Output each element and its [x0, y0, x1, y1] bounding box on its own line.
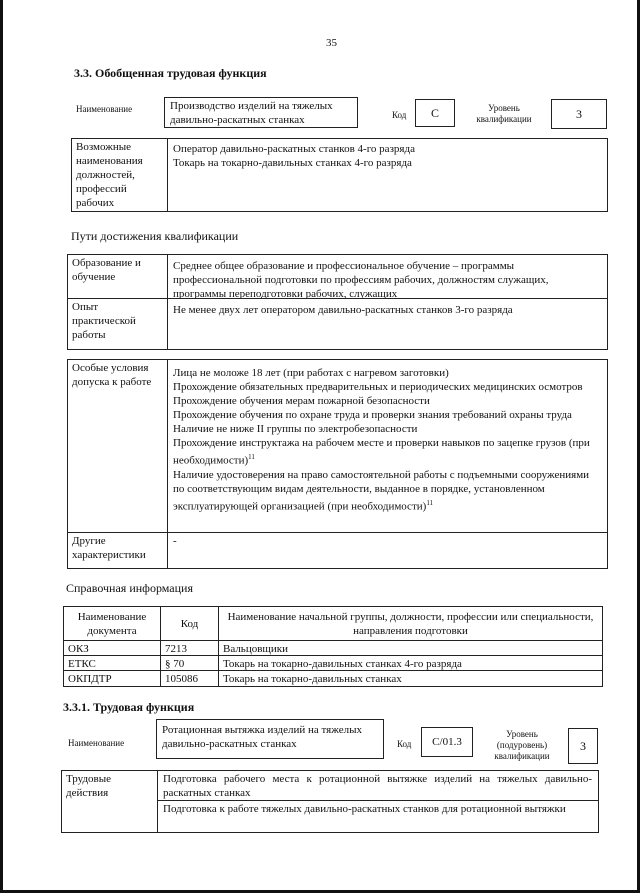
- ref-doc-cell: ОКПДТР: [64, 671, 161, 686]
- reference-info-heading: Справочная информация: [66, 581, 193, 595]
- ref-code-cell: 7213: [161, 641, 219, 656]
- position-item: Оператор давильно-раскатных станков 4-го разряда: [173, 143, 415, 155]
- gtf-level-box: 3: [551, 99, 607, 129]
- condition-item: Наличие удостоверения на право самостоятельной работы с подъемными сооружениями по соответствующим видам деятельности, выданное в порядке, установленном эксплуатирующей организацией (при необходимости): [173, 468, 590, 513]
- tf-code-box: C/01.3: [421, 727, 473, 757]
- footnote-mark: 11: [248, 453, 255, 461]
- qualification-paths-heading: Пути достижения квалификации: [71, 229, 239, 243]
- scan-edge-left: [0, 0, 3, 893]
- condition-item: Прохождение обязательных предварительных и периодических медицинских осмотров: [173, 381, 583, 393]
- ref-code-cell: 105086: [161, 671, 219, 686]
- ref-col-header: Наименование начальной группы, должности, профессии или специальности, направления подготовки: [219, 607, 602, 641]
- reference-info-table: [63, 606, 603, 687]
- positions-label: Возможные наименования должностей, профессий рабочих: [72, 139, 168, 211]
- tf-level-box: 3: [568, 728, 598, 764]
- ref-name-cell: Токарь на токарно-давильных станках 4-го разряда: [219, 656, 602, 671]
- special-conditions-list: [168, 360, 607, 533]
- level-label: Уровень квалификации: [476, 103, 532, 124]
- other-characteristics-label: Другие характеристики: [68, 533, 168, 568]
- labor-action-item: Подготовка к работе тяжелых давильно-раскатных станков для ротационной вытяжки: [163, 803, 566, 815]
- tf-code-label: Код: [397, 739, 412, 749]
- positions-list: [168, 141, 607, 211]
- other-characteristics-value: -: [173, 535, 177, 547]
- page-number: 35: [326, 37, 337, 49]
- ref-doc-cell: ОКЗ: [64, 641, 161, 656]
- labor-actions-label: Трудовые действия: [62, 771, 158, 832]
- condition-item-with-footnote: [173, 468, 601, 514]
- labor-actions-table: [61, 770, 599, 833]
- condition-item: Прохождение обучения мерам пожарной безопасности: [173, 395, 430, 407]
- experience-label: Опыт практической работы: [68, 299, 168, 349]
- gtf-code-box: C: [415, 99, 455, 127]
- labor-action-item: Подготовка рабочего места к ротационной вытяжке изделий на тяжелых давильно-раскатных станках: [158, 771, 598, 801]
- positions-table: [71, 138, 608, 212]
- position-item: Токарь на токарно-давильных станках 4-го разряда: [173, 157, 412, 169]
- experience-value: Не менее двух лет оператором давильно-раскатных станков 3-го разряда: [173, 304, 513, 316]
- special-conditions-label: Особые условия допуска к работе: [68, 360, 168, 533]
- section-heading-3-3: 3.3. Обобщенная трудовая функция: [74, 66, 267, 80]
- ref-name-cell: Вальцовщики: [219, 641, 602, 656]
- condition-item-with-footnote: [173, 436, 601, 468]
- tf-name-box: Ротационная вытяжка изделий на тяжелых давильно-раскатных станках: [156, 719, 384, 759]
- section-heading-3-3-1: 3.3.1. Трудовая функция: [63, 700, 195, 714]
- tf-level-label: Уровень (подуровень) квалификации: [494, 729, 550, 761]
- ref-col-header: Наименование документа: [64, 607, 161, 641]
- condition-item: Прохождение инструктажа на рабочем месте и проверки навыков по зацепке грузов (при необходимости): [173, 437, 590, 467]
- footnote-mark: 11: [426, 498, 434, 507]
- condition-item: Наличие не ниже II группы по электробезопасности: [173, 423, 418, 435]
- tf-name-label: Наименование: [68, 738, 125, 748]
- condition-item: Прохождение обучения по охране труда и проверки знания требований охраны труда: [173, 409, 572, 421]
- ref-col-header: Код: [161, 607, 219, 641]
- condition-item: Лица не моложе 18 лет (при работах с нагревом заготовки): [173, 367, 449, 379]
- ref-doc-cell: ЕТКС: [64, 656, 161, 671]
- gtf-name-box: Производство изделий на тяжелых давильно-раскатных станках: [164, 97, 358, 128]
- education-value: Среднее общее образование и профессиональное обучение – программы профессиональной подготовки по профессиям рабочих, должностям служащих, программы переподготовки рабочих, служащих: [168, 255, 607, 299]
- ref-code-cell: § 70: [161, 656, 219, 671]
- ref-name-cell: Токарь на токарно-давильных станках: [223, 673, 402, 685]
- name-label: Наименование: [76, 104, 133, 114]
- special-conditions-table: [67, 359, 608, 569]
- code-label: Код: [392, 110, 407, 120]
- qualification-paths-table: [67, 254, 608, 350]
- education-label: Образование и обучение: [68, 255, 168, 299]
